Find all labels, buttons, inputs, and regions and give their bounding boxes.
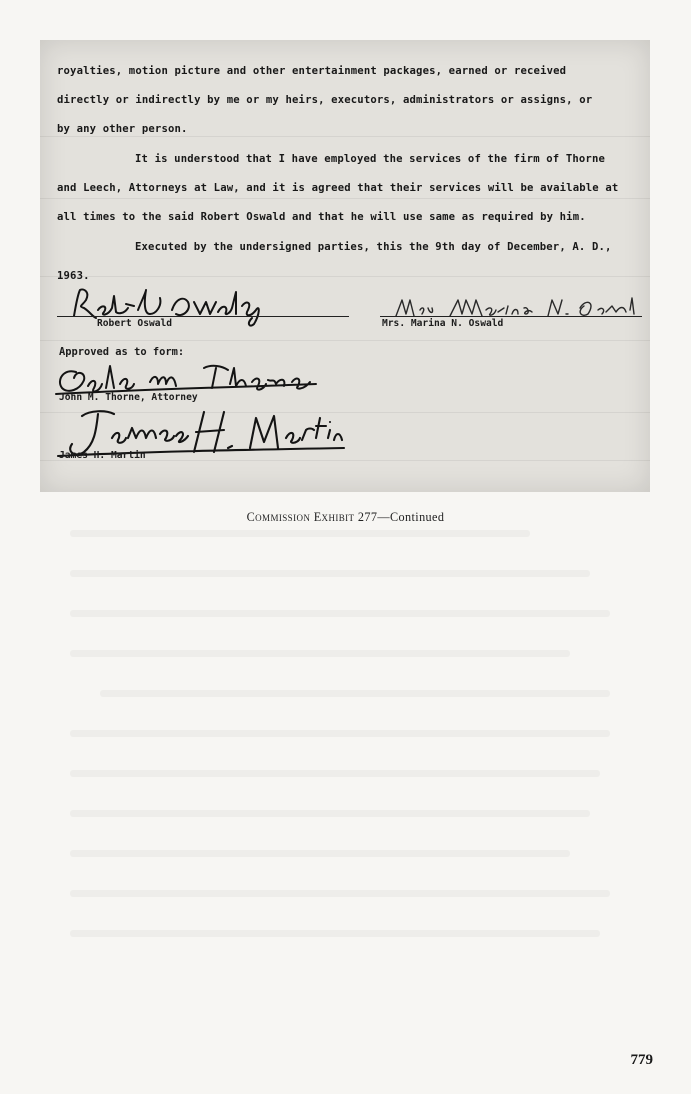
text-line: by any other person. <box>57 123 188 135</box>
approved-label: Approved as to form: <box>59 346 185 358</box>
paragraph-royalties <box>57 64 637 136</box>
bleed-through-text <box>60 530 640 950</box>
exhibit-label: Commission Exhibit 277 <box>246 510 378 524</box>
text-line: all times to the said Robert Oswald and that he will use same as required by him. <box>57 211 586 223</box>
exhibit-caption <box>0 510 691 525</box>
text-line: It is understood that I have employed the services of the firm of Thorne <box>135 153 606 165</box>
text-line: Executed by the undersigned parties, this the 9th day of December, A. D., <box>135 241 612 253</box>
page-number: 779 <box>630 1052 653 1068</box>
text-line: 1963. <box>57 270 90 282</box>
paragraph-executed <box>57 240 637 283</box>
caption-suffix: —Continued <box>377 510 445 524</box>
scanned-document <box>40 40 650 492</box>
text-line: and Leech, Attorneys at Law, and it is agreed that their services will be available at <box>57 182 619 194</box>
james-martin-typed-name: James H. Martin <box>59 450 146 461</box>
marina-oswald-typed-name: Mrs. Marina N. Oswald <box>382 318 504 329</box>
robert-oswald-typed-name: Robert Oswald <box>97 318 173 329</box>
text-line: royalties, motion picture and other entertainment packages, earned or received <box>57 65 567 77</box>
text-line: directly or indirectly by me or my heirs, executors, administrators or assigns, or <box>57 94 593 106</box>
john-thorne-typed-name: John M. Thorne, Attorney <box>59 392 198 403</box>
paragraph-attorneys <box>57 152 637 224</box>
